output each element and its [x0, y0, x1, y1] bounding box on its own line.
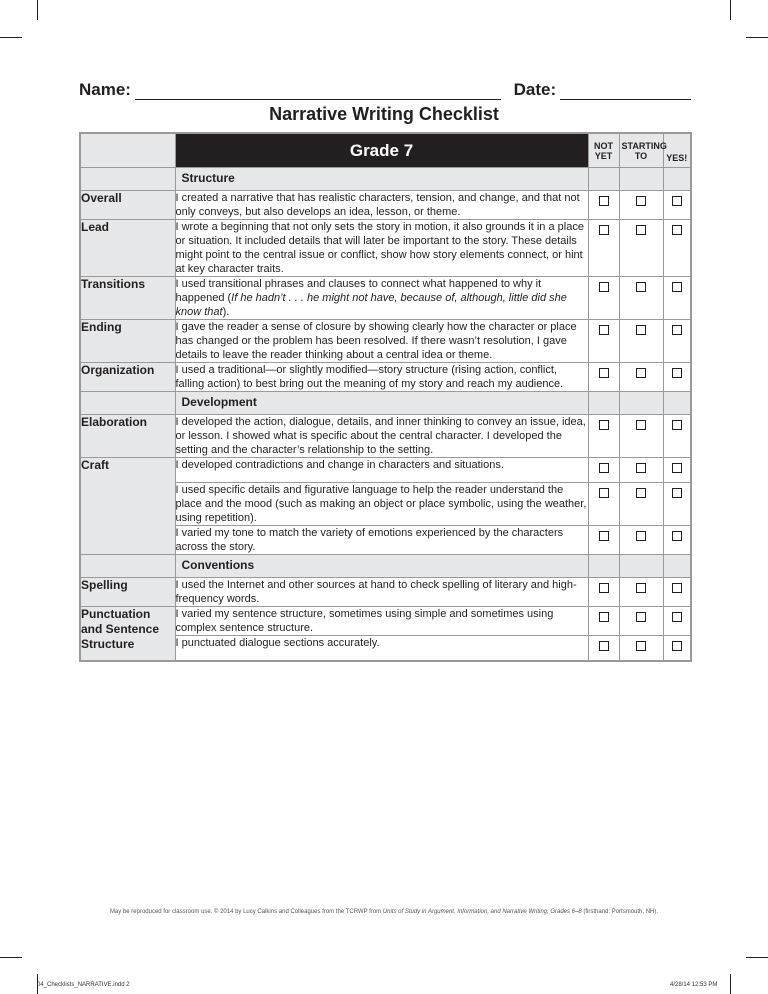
yes-checkbox[interactable] [672, 225, 682, 235]
crop-mark [730, 974, 731, 994]
footer-book-title: Units of Study in Argument, Information, and Narrative Writing, Grades 6–8 [382, 909, 582, 915]
checklist-item: I varied my sentence structure, sometimes using simple and sometimes using complex sentence structure. [175, 607, 588, 636]
table-row [80, 458, 691, 483]
not-yet-checkbox[interactable] [599, 531, 609, 541]
category-label: Punctuation and Sentence Structure [80, 607, 175, 662]
yes-checkbox[interactable] [672, 531, 682, 541]
name-field[interactable] [135, 83, 501, 100]
not-yet-checkbox[interactable] [599, 325, 609, 335]
checklist-item: I used the Internet and other sources at hand to check spelling of literary and high-frequency words. [175, 578, 588, 607]
header-blank-cell [80, 133, 175, 168]
item-text: ). [222, 306, 230, 318]
table-row [80, 220, 691, 277]
yes-checkbox[interactable] [672, 282, 682, 292]
crop-mark [0, 37, 22, 38]
table-row [80, 578, 691, 607]
yes-checkbox[interactable] [672, 488, 682, 498]
starting-to-checkbox[interactable] [636, 282, 646, 292]
crop-mark [746, 957, 768, 958]
category-label: Lead [80, 220, 175, 277]
checklist-item [175, 277, 588, 320]
category-label: Elaboration [80, 415, 175, 458]
footer-text: May be reproduced for classroom use. © 2014 by Lucy Calkins and Colleagues from the TCRWP from [109, 909, 383, 915]
col-yes: YES! [663, 133, 691, 168]
checklist-item: I varied my tone to match the variety of emotions experienced by the characters across the story. [175, 526, 588, 555]
yes-checkbox[interactable] [672, 196, 682, 206]
not-yet-checkbox[interactable] [599, 196, 609, 206]
name-date-row [79, 78, 691, 100]
yes-checkbox[interactable] [672, 325, 682, 335]
footer-text: (firsthand: Portsmouth, NH). [581, 909, 659, 915]
starting-to-checkbox[interactable] [636, 612, 646, 622]
table-row [80, 363, 691, 392]
checklist-table [79, 132, 692, 662]
starting-to-checkbox[interactable] [636, 420, 646, 430]
crop-mark [746, 37, 768, 38]
checklist-item: I punctuated dialogue sections accurately. [175, 636, 588, 662]
checklist-item: I developed the action, dialogue, details, and inner thinking to convey an issue, idea, or lesson. I showed what is specific about the central character. I developed the setting and the character’s relationship to the setting. [175, 415, 588, 458]
checklist-item: I gave the reader a sense of closure by showing clearly how the character or place has changed or the problem has been resolved. If there wasn’t resolution, I gave details to leave the reader thinking about a central idea or theme. [175, 320, 588, 363]
category-label: Transitions [80, 277, 175, 320]
category-label: Organization [80, 363, 175, 392]
yes-checkbox[interactable] [672, 583, 682, 593]
category-label: Spelling [80, 578, 175, 607]
category-label: Overall [80, 191, 175, 220]
starting-to-checkbox[interactable] [636, 641, 646, 651]
not-yet-checkbox[interactable] [599, 641, 609, 651]
checklist-item: I used specific details and figurative language to help the reader understand the place and the mood (such as making an object or place symbolic, using the weather, using repetition). [175, 484, 587, 524]
item-text-italic: If he hadn’t . . . he might not have, because of, although, little did she know that [175, 292, 567, 318]
yes-checkbox[interactable] [672, 612, 682, 622]
not-yet-checkbox[interactable] [599, 368, 609, 378]
grade-heading: Grade 7 [175, 133, 588, 168]
category-label: Ending [80, 320, 175, 363]
name-label: Name: [79, 80, 131, 99]
table-row [80, 607, 691, 636]
section-row-conventions [80, 555, 691, 578]
yes-checkbox[interactable] [672, 368, 682, 378]
section-row-development [80, 392, 691, 415]
timestamp-slug: 4/28/14 12:53 PM [670, 982, 718, 988]
date-field[interactable] [560, 83, 691, 100]
not-yet-checkbox[interactable] [599, 420, 609, 430]
yes-checkbox[interactable] [672, 420, 682, 430]
yes-checkbox[interactable] [672, 463, 682, 473]
crop-mark [0, 957, 22, 958]
table-row [80, 191, 691, 220]
table-row [80, 320, 691, 363]
starting-to-checkbox[interactable] [636, 368, 646, 378]
page-title: Narrative Writing Checklist [269, 104, 499, 124]
category-label: Craft [80, 458, 175, 555]
checklist-item: I used a traditional—or slightly modified—story structure (rising action, conflict, falling action) to best bring out the meaning of my story and reach my audience. [175, 363, 588, 392]
not-yet-checkbox[interactable] [599, 583, 609, 593]
item-text: I used transitional phrases and clauses to connect what happened to why it happened ( [175, 278, 542, 304]
copyright-footer [0, 909, 768, 915]
starting-to-checkbox[interactable] [636, 225, 646, 235]
starting-to-checkbox[interactable] [636, 531, 646, 541]
not-yet-checkbox[interactable] [599, 463, 609, 473]
section-row-structure [80, 168, 691, 191]
starting-to-checkbox[interactable] [636, 488, 646, 498]
section-label: Development [175, 392, 588, 415]
checklist-item: I developed contradictions and change in characters and situations. [175, 458, 588, 483]
table-row [80, 415, 691, 458]
col-not-yet: NOT YET [588, 133, 619, 168]
crop-mark [37, 0, 38, 20]
crop-mark [730, 0, 731, 20]
table-row [80, 277, 691, 320]
col-starting-to: STARTING TO [619, 133, 663, 168]
not-yet-checkbox[interactable] [599, 225, 609, 235]
date-label: Date: [513, 80, 557, 99]
starting-to-checkbox[interactable] [636, 583, 646, 593]
file-slug: 04_Checklists_NARRATIVE.indd 2 [37, 982, 130, 988]
not-yet-checkbox[interactable] [599, 282, 609, 292]
section-label: Structure [175, 168, 588, 191]
starting-to-checkbox[interactable] [636, 463, 646, 473]
starting-to-checkbox[interactable] [636, 196, 646, 206]
yes-checkbox[interactable] [672, 641, 682, 651]
not-yet-checkbox[interactable] [599, 612, 609, 622]
not-yet-checkbox[interactable] [599, 488, 609, 498]
section-label: Conventions [175, 555, 588, 578]
starting-to-checkbox[interactable] [636, 325, 646, 335]
checklist-item: I created a narrative that has realistic characters, tension, and change, and that not only conveys, but also develops an idea, lesson, or theme. [175, 191, 588, 220]
checklist-item: I wrote a beginning that not only sets the story in motion, it also grounds it in a place or situation. It included details that will later be important to the story. These details might point to the central issue or conflict, show how story elements connect, or hint at key character traits. [175, 220, 588, 277]
